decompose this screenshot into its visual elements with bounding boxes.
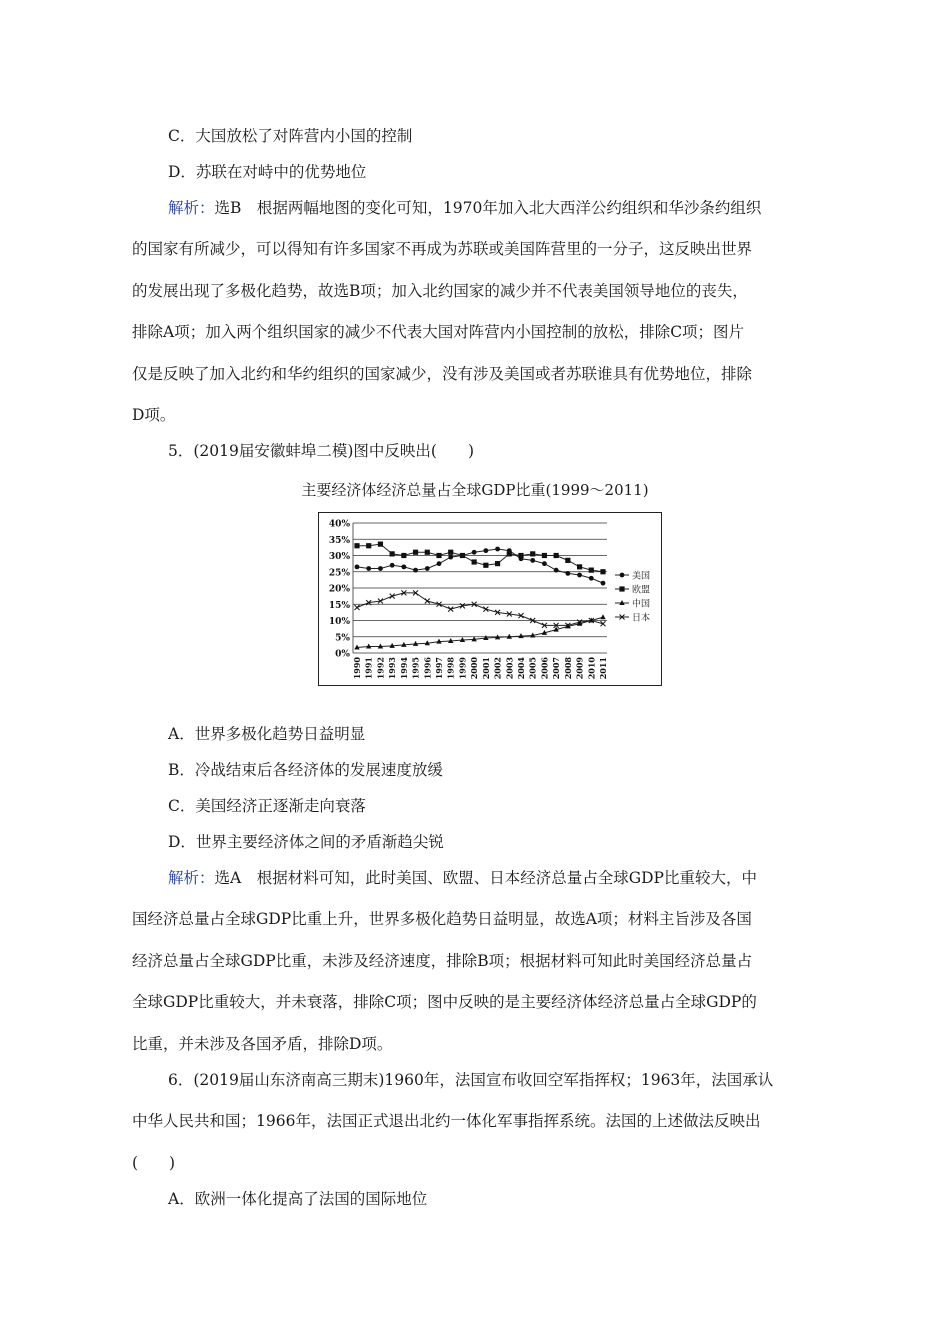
series-2-point	[600, 569, 605, 574]
text-line-l8	[132, 405, 822, 425]
series-2-point	[554, 553, 559, 558]
y-tick-label: 10%	[328, 617, 350, 627]
gdp-share-line-chart	[319, 513, 660, 684]
text-line-l14	[168, 868, 858, 888]
line-text: 全球GDP比重较大，并未衰落，排除C项；图中反映的是主要经济体经济总量占全球GDP的	[132, 993, 757, 1011]
x-tick-label: 2003	[504, 657, 515, 680]
y-tick-label: 5%	[335, 633, 350, 644]
x-tick-label: 1996	[422, 657, 433, 680]
series-1-point	[589, 576, 594, 581]
legend-label-1: 美国	[632, 571, 651, 582]
series-2-point	[472, 559, 477, 564]
text-line-l13	[168, 832, 858, 852]
text-line-l10	[168, 724, 858, 744]
y-tick-label: 25%	[328, 568, 350, 579]
series-2-point	[436, 553, 441, 558]
line-text: D．世界主要经济体之间的矛盾渐趋尖锐	[168, 833, 444, 851]
line-text: A．世界多极化趋势日益明显	[168, 725, 366, 743]
x-tick-label: 2008	[562, 657, 573, 680]
series-1-point	[542, 561, 547, 566]
analysis-label: 解析：	[168, 869, 215, 887]
line-text: 的国家有所减少，可以得知有许多国家不再成为苏联或美国阵营里的一分子，这反映出世界	[132, 240, 753, 258]
series-4-point	[355, 605, 360, 610]
y-tick-label: 20%	[328, 584, 350, 595]
text-line-l19	[168, 1070, 858, 1090]
line-text: 选B 根据两幅地图的变化可知，1970年加入北大西洋公约组织和华沙条约组织	[214, 199, 762, 217]
text-line-l7	[132, 364, 822, 384]
series-1-point	[401, 564, 406, 569]
series-2-point	[378, 542, 383, 547]
text-line-l2	[168, 162, 858, 182]
y-tick-label: 30%	[328, 552, 350, 562]
x-tick-label: 2001	[480, 657, 491, 680]
x-tick-label: 2005	[527, 657, 538, 680]
series-1-point	[448, 555, 453, 560]
text-line-l5	[132, 281, 822, 301]
y-tick-label: 0%	[335, 649, 350, 660]
series-2-point	[483, 563, 488, 568]
series-1-point	[554, 568, 559, 573]
chart-frame	[318, 512, 662, 686]
series-1-point	[530, 558, 535, 563]
x-tick-label: 1998	[445, 657, 456, 680]
line-text: B．冷战结束后各经济体的发展速度放缓	[168, 761, 443, 779]
series-1-point	[366, 566, 371, 571]
line-text: 经济总量占全球GDP比重，未涉及经济速度，排除B项；根据材料可知此时美国经济总量占	[132, 952, 753, 970]
series-1-point	[495, 547, 500, 552]
line-text: 中华人民共和国；1966年，法国正式退出北约一体化军事指挥系统。法国的上述做法反映出	[132, 1112, 761, 1130]
text-line-l21	[132, 1153, 822, 1173]
series-2-point	[460, 553, 465, 558]
text-line-l11	[168, 760, 858, 780]
series-1-point	[378, 566, 383, 571]
series-1-point	[483, 548, 488, 553]
x-tick-label: 2011	[598, 657, 608, 680]
line-text: 比重，并未涉及各国矛盾，排除D项。	[132, 1035, 393, 1053]
x-tick-label: 1995	[410, 657, 421, 680]
series-1-point	[472, 550, 477, 555]
series-2-point	[542, 553, 547, 558]
x-tick-label: 2010	[586, 657, 597, 680]
series-2-point	[425, 550, 430, 555]
x-tick-label: 1990	[352, 657, 362, 680]
text-line-l1	[168, 126, 858, 146]
series-2-point	[507, 551, 512, 556]
line-text: 的发展出现了多极化趋势，故选B项；加入北约国家的减少并不代表美国领导地位的丧失，	[132, 282, 748, 300]
series-2-point	[448, 550, 453, 555]
series-2-point	[565, 558, 570, 563]
legend-marker-2	[619, 586, 624, 591]
series-1-point	[577, 573, 582, 578]
series-2-point	[577, 564, 582, 569]
line-text: 选A 根据材料可知，此时美国、欧盟、日本经济总量占全球GDP比重较大，中	[214, 869, 757, 887]
series-2-point	[413, 550, 418, 555]
text-line-l22	[168, 1189, 858, 1209]
line-text: 5．(2019届安徽蚌埠二模)图中反映出( )	[168, 442, 474, 460]
line-text: C．大国放松了对阵营内小国的控制	[168, 127, 413, 145]
text-line-l20	[132, 1111, 822, 1131]
series-1-point	[355, 564, 360, 569]
x-tick-label: 2009	[574, 657, 585, 680]
text-line-l16	[132, 951, 822, 971]
series-1-point	[565, 571, 570, 576]
series-2-point	[495, 561, 500, 566]
text-line-l9	[168, 441, 858, 461]
text-line-l3	[168, 198, 858, 218]
text-line-l17	[132, 992, 822, 1012]
x-tick-label: 2000	[469, 657, 480, 680]
line-text: 排除A项；加入两个组织国家的减少不代表大国对阵营内小国控制的放松，排除C项；图片	[132, 323, 745, 341]
series-2-point	[390, 551, 395, 556]
text-line-l15	[132, 909, 822, 929]
y-tick-label: 35%	[328, 535, 350, 546]
x-tick-label: 2007	[551, 657, 562, 680]
text-line-l18	[132, 1034, 822, 1054]
text-line-l12	[168, 796, 858, 816]
x-tick-label: 1991	[363, 657, 374, 680]
series-3-point	[600, 614, 605, 619]
line-text: C．美国经济正逐渐走向衰落	[168, 797, 366, 815]
analysis-label: 解析：	[168, 199, 215, 217]
line-text: D项。	[132, 406, 176, 424]
text-line-l4	[132, 239, 822, 259]
x-tick-label: 1992	[375, 657, 386, 680]
series-1-point	[601, 581, 606, 586]
series-line-3	[357, 617, 603, 647]
series-2-point	[354, 543, 359, 548]
series-1-point	[390, 563, 395, 568]
line-text: D．苏联在对峙中的优势地位	[168, 163, 367, 181]
text-line-l6	[132, 322, 822, 342]
series-2-point	[589, 568, 594, 573]
y-tick-label: 15%	[328, 600, 350, 611]
legend-marker-1	[620, 573, 625, 578]
series-2-point	[401, 553, 406, 558]
x-tick-label: 2002	[492, 657, 503, 680]
series-2-point	[366, 543, 371, 548]
x-tick-label: 1999	[457, 657, 468, 680]
series-2-point	[530, 551, 535, 556]
series-2-point	[518, 553, 523, 558]
y-tick-label: 40%	[328, 519, 350, 530]
line-text: A．欧洲一体化提高了法国的国际地位	[168, 1190, 428, 1208]
x-tick-label: 1997	[434, 657, 444, 680]
x-tick-label: 2004	[516, 657, 526, 680]
line-text: 国经济总量占全球GDP比重上升，世界多极化趋势日益明显，故选A项；材料主旨涉及各国	[132, 910, 752, 928]
series-1-point	[425, 566, 430, 571]
legend-label-2: 欧盟	[632, 585, 651, 596]
line-text: 6．(2019届山东济南高三期末)1960年，法国宣布收回空军指挥权；1963年，法国承认	[168, 1071, 774, 1089]
series-1-point	[437, 561, 442, 566]
line-text: 仅是反映了加入北约和华约组织的国家减少，没有涉及美国或者苏联谁具有优势地位，排除	[132, 365, 753, 383]
x-tick-label: 1993	[387, 657, 398, 680]
line-text: ( )	[132, 1154, 176, 1172]
legend-label-4: 日本	[632, 613, 651, 624]
series-1-point	[413, 568, 418, 573]
x-tick-label: 2006	[539, 657, 550, 680]
x-tick-label: 1994	[398, 657, 409, 680]
chart-title: 主要经济体经济总量占全球GDP比重(1999～2011)	[301, 481, 649, 499]
legend-label-3: 中国	[632, 599, 651, 610]
